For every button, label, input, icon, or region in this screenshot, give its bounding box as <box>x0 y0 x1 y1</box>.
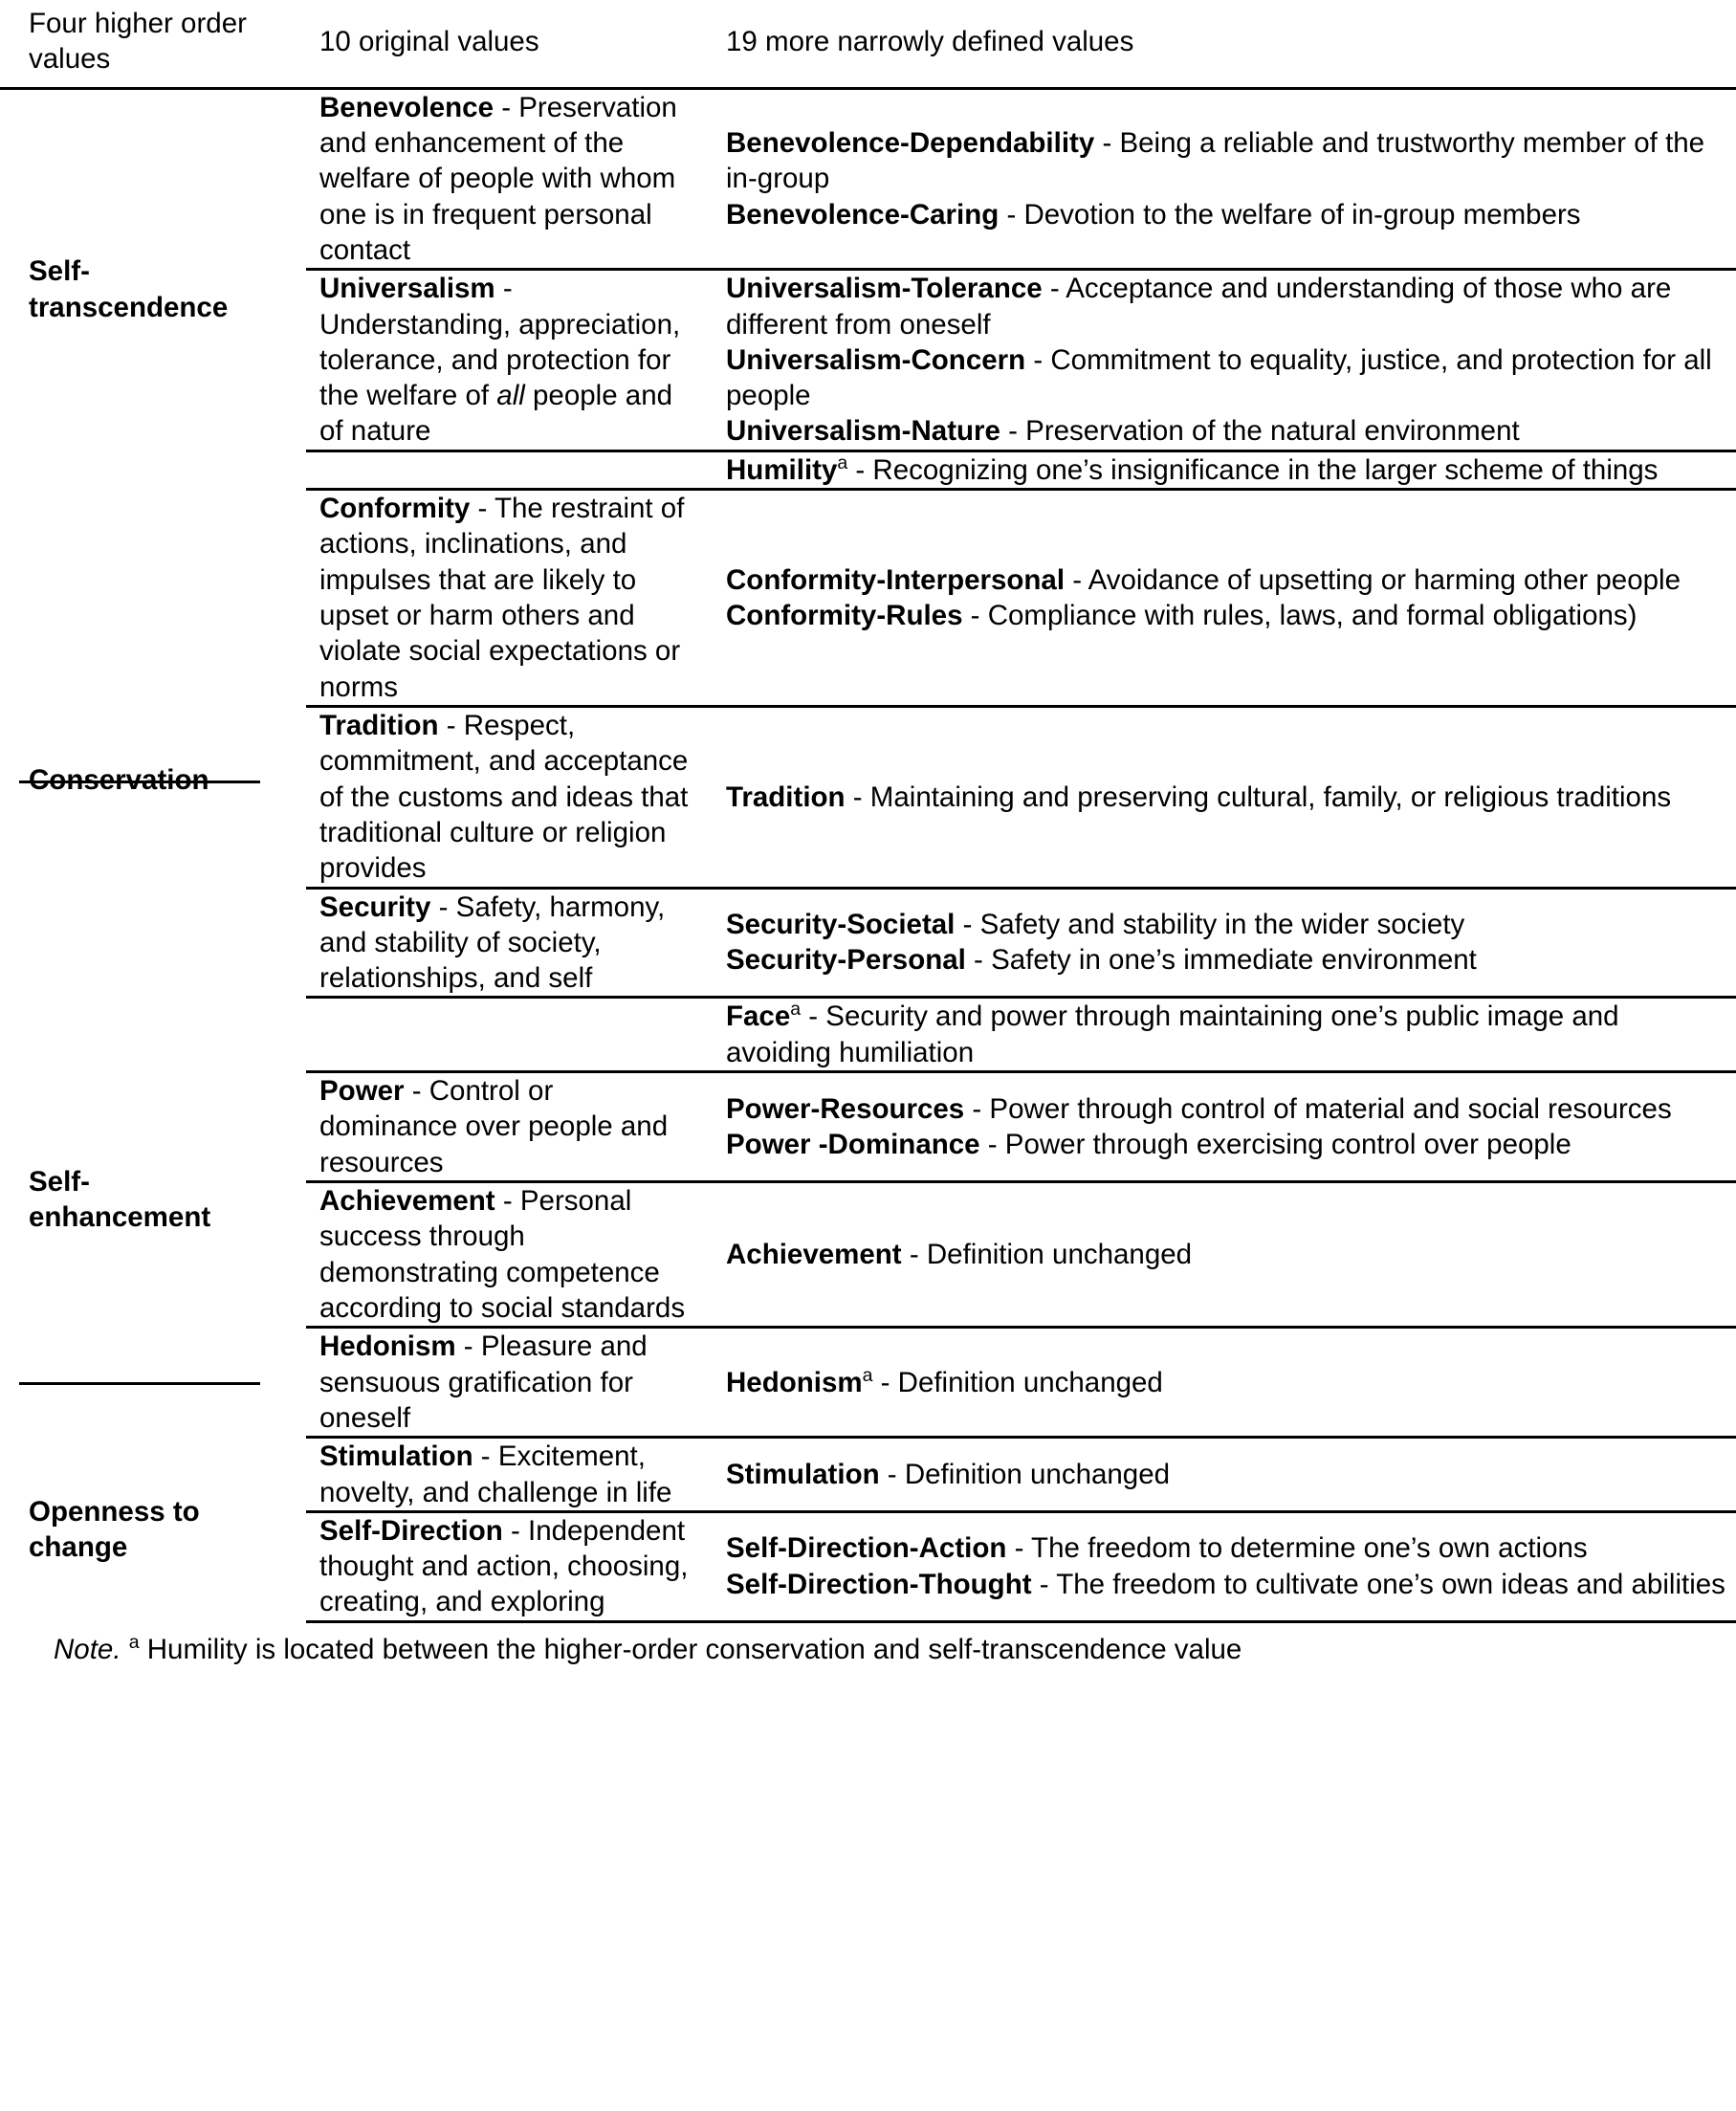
header-cell-narrow-values: 19 more narrowly defined values <box>726 25 1134 57</box>
header-cell-original-values: 10 original values <box>319 25 539 57</box>
narrow-value-item <box>726 780 1726 815</box>
group-label-line1: Conservation <box>29 764 209 797</box>
value-definition: - Personal success through demonstrating competence according to social standards <box>319 1185 686 1324</box>
value-definition: - The restraint of actions, inclinations, and impulses that are likely to upset or harm others and violate social expectations or norms <box>319 493 685 703</box>
value-name: Self-Direction-Action <box>726 1532 1007 1565</box>
narrow-value-item <box>726 1091 1726 1127</box>
original-value-power <box>306 1072 713 1182</box>
narrow-values-power <box>713 1072 1736 1182</box>
narrow-value-item <box>726 1530 1726 1566</box>
original-value-conformity <box>306 490 713 707</box>
value-definition-pre: - Understanding, appreciation, tolerance, and protection for the welfare of <box>319 273 681 412</box>
original-value-empty-humility <box>306 451 713 489</box>
value-definition: - Preservation of the natural environment <box>1000 415 1520 448</box>
value-name: Power <box>319 1075 405 1108</box>
value-name: Universalism <box>319 273 495 305</box>
original-value-achievement <box>306 1182 713 1328</box>
table-header-row <box>0 0 1736 88</box>
narrow-value-item <box>726 1127 1726 1162</box>
value-name: Stimulation <box>726 1458 880 1490</box>
value-definition: - Safety and stability in the wider society <box>955 909 1465 941</box>
group-label-self-enhancement <box>0 1072 306 1328</box>
value-name: Security-Personal <box>726 944 966 977</box>
table-row <box>0 1072 1736 1182</box>
value-name: Conformity <box>319 493 471 525</box>
narrow-value-item <box>726 562 1726 598</box>
value-definition: - Definition unchanged <box>901 1238 1193 1270</box>
value-name: Tradition <box>726 781 846 813</box>
narrow-value-item <box>726 125 1726 197</box>
narrow-values-tradition <box>713 706 1736 888</box>
group-boundary-self-enhancement-openness <box>0 1328 306 1438</box>
footnote-marker: a <box>862 1364 873 1386</box>
value-definition: - Recognizing one’s insignificance in the larger scheme of things <box>847 453 1659 486</box>
value-name: Face <box>726 1001 791 1033</box>
narrow-value-item <box>726 1457 1726 1492</box>
value-definition: - Independent thought and action, choosing, creating, and exploring <box>319 1514 689 1618</box>
narrow-values-achievement <box>713 1182 1736 1328</box>
narrow-value-item <box>726 1237 1726 1272</box>
value-name: Power-Resources <box>726 1092 965 1125</box>
original-value-tradition <box>306 706 713 888</box>
narrow-values-universalism <box>713 270 1736 451</box>
value-name: Tradition <box>319 709 439 741</box>
value-name: Universalism-Concern <box>726 343 1026 376</box>
value-definition: - Definition unchanged <box>879 1458 1171 1490</box>
value-definition: - Devotion to the welfare of in-group members <box>999 198 1581 231</box>
original-value-hedonism <box>306 1328 713 1438</box>
footnote-marker: a <box>790 999 802 1021</box>
value-name: Hedonism <box>726 1366 863 1398</box>
narrow-values-benevolence <box>713 88 1736 270</box>
group-label-line2: change <box>29 1530 128 1563</box>
footnote-marker: a <box>128 1631 140 1653</box>
note-text: Humility is located between the higher-order conservation and self-transcendence value <box>139 1633 1242 1665</box>
value-name: Achievement <box>319 1185 495 1217</box>
value-name: Conformity-Interpersonal <box>726 563 1066 596</box>
table-row <box>0 490 1736 707</box>
value-definition: - Definition unchanged <box>872 1366 1163 1398</box>
narrow-value-item <box>726 942 1726 978</box>
value-name: Stimulation <box>319 1440 473 1473</box>
value-definition: - Pleasure and sensuous gratification for oneself <box>319 1330 648 1434</box>
original-value-stimulation <box>306 1438 713 1512</box>
value-definition-emphasis: all <box>496 380 525 412</box>
group-label-line2: enhancement <box>29 1201 211 1234</box>
value-name: Humility <box>726 453 838 486</box>
narrow-value-item <box>726 907 1726 942</box>
narrow-values-security <box>713 888 1736 998</box>
narrow-values-hedonism <box>713 1328 1736 1438</box>
narrow-value-item <box>726 999 1726 1070</box>
table-row <box>0 1328 1736 1438</box>
footnote-marker: a <box>837 451 848 473</box>
value-definition: - Being a reliable and trustworthy member of the in-group <box>726 126 1705 195</box>
group-label-line1: Self- <box>29 255 90 288</box>
value-name: Conformity-Rules <box>726 600 963 631</box>
narrow-value-item <box>726 271 1726 342</box>
value-definition-post: people and of nature <box>319 380 673 448</box>
value-definition: - Control or dominance over people and resources <box>319 1075 669 1178</box>
value-definition: - Power through control of material and social resources <box>964 1092 1672 1125</box>
value-definition: - Maintaining and preserving cultural, family, or religious traditions <box>845 781 1672 813</box>
table-note <box>0 1623 1736 1671</box>
value-name: Self-Direction-Thought <box>726 1568 1032 1600</box>
value-name: Power -Dominance <box>726 1129 980 1161</box>
original-value-security <box>306 888 713 998</box>
value-definition: - Power through exercising control over people <box>979 1129 1571 1161</box>
table-row <box>0 88 1736 270</box>
value-definition: - Avoidance of upsetting or harming other people <box>1065 563 1681 596</box>
original-value-empty-face <box>306 998 713 1072</box>
value-definition: - Security and power through maintaining one’s public image and avoiding humiliation <box>726 1001 1619 1068</box>
value-definition: - Compliance with rules, laws, and formal obligations) <box>962 600 1637 631</box>
value-name: Hedonism <box>319 1330 456 1363</box>
narrow-values-face <box>713 998 1736 1072</box>
note-label: Note. <box>54 1633 121 1665</box>
value-name: Benevolence <box>319 91 494 123</box>
original-value-benevolence <box>306 88 713 270</box>
value-name: Universalism-Tolerance <box>726 273 1043 305</box>
table-row <box>0 1438 1736 1512</box>
value-definition: - The freedom to determine one’s own actions <box>1006 1532 1588 1565</box>
narrow-value-item <box>726 1567 1726 1602</box>
value-name: Achievement <box>726 1238 902 1270</box>
group-label-line1: Openness to <box>29 1495 200 1528</box>
group-label-openness-to-change <box>0 1438 306 1622</box>
narrow-value-item <box>726 452 1726 488</box>
value-name: Benevolence-Dependability <box>726 126 1095 159</box>
value-name: Security-Societal <box>726 909 956 941</box>
group-label-line2: transcendence <box>29 291 229 323</box>
group-label-line1: Self- <box>29 1165 90 1198</box>
value-definition: - The freedom to cultivate one’s own ideas and abilities <box>1031 1568 1725 1600</box>
value-definition: - Safety, harmony, and stability of society, relationships, and self <box>319 891 666 995</box>
original-value-universalism <box>306 270 713 451</box>
narrow-value-item <box>726 1365 1726 1400</box>
group-label-self-transcendence <box>0 88 306 489</box>
narrow-values-self-direction <box>713 1511 1736 1621</box>
narrow-values-humility <box>713 451 1736 489</box>
value-definition: - Excitement, novelty, and challenge in life <box>319 1440 672 1508</box>
group-label-conservation <box>0 490 306 1072</box>
narrow-value-item <box>726 197 1726 232</box>
value-definition: - Acceptance and understanding of those who are different from oneself <box>726 273 1672 341</box>
value-definition: - Safety in one’s immediate environment <box>965 944 1477 977</box>
narrow-value-item <box>726 598 1726 633</box>
narrow-values-conformity <box>713 490 1736 707</box>
value-name: Benevolence-Caring <box>726 198 1000 231</box>
narrow-value-item <box>726 413 1726 449</box>
narrow-values-stimulation <box>713 1438 1736 1512</box>
narrow-value-item <box>726 342 1726 414</box>
value-definition: - Respect, commitment, and acceptance of the customs and ideas that traditional culture or religion provides <box>319 709 689 885</box>
value-definition: - Preservation and enhancement of the welfare of people with whom one is in frequent personal contact <box>319 91 677 266</box>
value-name: Security <box>319 891 431 923</box>
value-definition: - Commitment to equality, justice, and protection for all people <box>726 343 1712 412</box>
original-value-self-direction <box>306 1511 713 1621</box>
value-name: Universalism-Nature <box>726 415 1000 448</box>
header-cell-higher-order: Four higher order values <box>29 8 247 76</box>
value-name: Self-Direction <box>319 1514 503 1547</box>
